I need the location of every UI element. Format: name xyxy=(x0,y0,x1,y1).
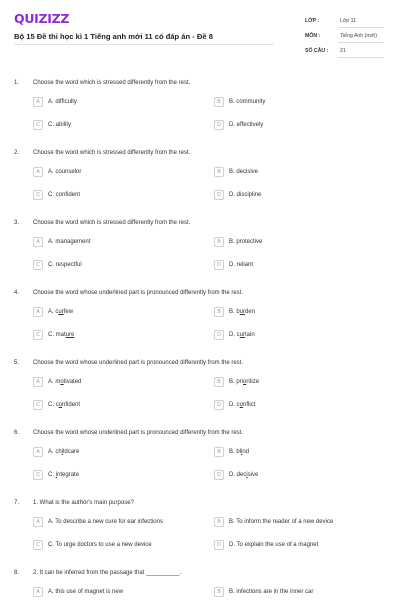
option-text-start: A. c xyxy=(48,309,59,315)
option-underlined-part: ur xyxy=(58,309,64,315)
answer-option[interactable] xyxy=(214,97,265,107)
option-text-end: nd xyxy=(242,449,250,455)
option-underlined-part: o xyxy=(243,379,247,385)
option-text-start: D. reliant xyxy=(229,262,254,268)
option-text-start: B. community xyxy=(229,99,266,105)
answer-option[interactable] xyxy=(33,540,152,550)
option-letter-box: A xyxy=(33,377,43,387)
option-text-end: few xyxy=(63,309,74,315)
option-letter-box: A xyxy=(33,517,43,527)
question-text: 1. What is the author's main purpose? xyxy=(33,500,134,506)
option-text xyxy=(48,542,152,548)
answer-option[interactable] xyxy=(214,470,258,480)
question-number: 5. xyxy=(14,360,20,366)
option-text-end: nfident xyxy=(62,402,81,408)
question-text: Choose the word which is stressed differently from the rest. xyxy=(33,150,191,156)
option-letter-box: A xyxy=(33,97,43,107)
option-text xyxy=(48,449,79,455)
option-text xyxy=(229,542,318,548)
option-letter-box: B xyxy=(214,517,224,527)
option-text-start: D. effectively xyxy=(229,122,264,128)
option-text-end: sive xyxy=(247,472,259,478)
option-text-end: nflict xyxy=(243,402,256,408)
option-text xyxy=(48,332,74,338)
answer-option[interactable] xyxy=(214,330,255,340)
answer-option[interactable] xyxy=(33,260,82,270)
answer-option[interactable] xyxy=(33,97,77,107)
option-text-end: ritize xyxy=(246,379,260,385)
subject-underline xyxy=(338,42,384,43)
option-underlined-part: i xyxy=(246,472,248,478)
option-letter-box: B xyxy=(214,447,224,457)
answer-option[interactable] xyxy=(214,447,249,457)
subject-label: MÔN : xyxy=(305,33,321,39)
option-text-start: C. c xyxy=(48,402,59,408)
option-letter-box: D xyxy=(214,190,224,200)
option-text-start: A. difficulty xyxy=(48,99,77,105)
option-letter-box: A xyxy=(33,587,43,597)
option-letter-box: B xyxy=(214,377,224,387)
option-text-end: ntegrate xyxy=(57,472,80,478)
option-underlined-part: o xyxy=(60,379,64,385)
option-letter-box: B xyxy=(214,587,224,597)
option-letter-box: D xyxy=(214,400,224,410)
option-text-start: C. confident xyxy=(48,192,81,198)
question-number: 1. xyxy=(14,80,20,86)
answer-option[interactable] xyxy=(33,190,80,200)
option-text xyxy=(229,589,313,595)
option-text xyxy=(229,472,258,478)
option-text-start: C. ability xyxy=(48,122,72,128)
question-text: Choose the word whose underlined part is pronounced differently from the rest. xyxy=(33,360,244,366)
option-text xyxy=(48,472,79,478)
option-text-end: den xyxy=(245,309,256,315)
option-text xyxy=(229,519,333,525)
question-number: 3. xyxy=(14,220,20,226)
option-text xyxy=(48,402,80,408)
option-text xyxy=(229,449,249,455)
question-text: Choose the word which is stressed differently from the rest. xyxy=(33,80,191,86)
option-text-start: C. mat xyxy=(48,332,66,338)
question-number: 4. xyxy=(14,290,20,296)
question-text: Choose the word which is stressed differently from the rest. xyxy=(33,220,191,226)
option-letter-box: A xyxy=(33,307,43,317)
answer-option[interactable] xyxy=(33,517,163,527)
option-text-start: C. xyxy=(48,472,56,478)
answer-option[interactable] xyxy=(214,167,258,177)
answer-option[interactable] xyxy=(214,400,255,410)
title-divider xyxy=(14,44,274,45)
option-text xyxy=(48,239,90,245)
option-text-start: C. To urge doctors to use a new device xyxy=(48,542,152,548)
question-number: 8. xyxy=(14,570,20,576)
option-text xyxy=(229,262,253,268)
option-text xyxy=(229,122,263,128)
option-letter-box: C xyxy=(33,400,43,410)
answer-option[interactable] xyxy=(33,470,79,480)
option-letter-box: D xyxy=(214,260,224,270)
option-letter-box: B xyxy=(214,167,224,177)
option-letter-box: C xyxy=(33,330,43,340)
option-text xyxy=(229,379,259,385)
option-text xyxy=(48,519,163,525)
option-text xyxy=(48,99,77,105)
option-letter-box: B xyxy=(214,237,224,247)
answer-option[interactable] xyxy=(33,447,79,457)
answer-option[interactable] xyxy=(33,307,73,317)
option-text xyxy=(48,122,71,128)
option-text xyxy=(48,169,81,175)
option-text xyxy=(48,192,80,198)
answer-option[interactable] xyxy=(214,260,253,270)
option-text-start: B. decisive xyxy=(229,169,259,175)
answer-option[interactable] xyxy=(214,190,261,200)
option-text-start: B. protective xyxy=(229,239,263,245)
option-text-start: A. this use of magnet is new xyxy=(48,589,124,595)
question-count-value: 21 xyxy=(340,48,346,54)
option-text xyxy=(229,239,262,245)
option-letter-box: D xyxy=(214,120,224,130)
question-count-label: SỐ CÂU : xyxy=(305,48,329,54)
answer-option[interactable] xyxy=(214,307,255,317)
option-text xyxy=(48,589,123,595)
answer-option[interactable] xyxy=(33,330,74,340)
option-letter-box: C xyxy=(33,120,43,130)
class-value: Lớp 11 xyxy=(340,18,356,24)
question-number: 7. xyxy=(14,500,20,506)
option-text xyxy=(229,192,261,198)
class-underline xyxy=(338,27,384,28)
option-letter-box: D xyxy=(214,330,224,340)
class-label: LỚP : xyxy=(305,18,320,24)
option-text-start: A. ch xyxy=(48,449,62,455)
question-text: Choose the word whose underlined part is pronounced differently from the rest. xyxy=(33,430,244,436)
question-text: 2. It can be inferred from the passage that __________. xyxy=(33,570,182,576)
option-text-start: D. c xyxy=(229,402,240,408)
option-text xyxy=(229,332,255,338)
option-underlined-part: o xyxy=(58,402,63,408)
answer-option[interactable] xyxy=(214,120,263,130)
answer-option[interactable] xyxy=(214,377,259,387)
option-letter-box: A xyxy=(33,447,43,457)
answer-option[interactable] xyxy=(33,167,81,177)
option-text-end: tivated xyxy=(63,379,82,385)
option-text xyxy=(48,309,73,315)
option-text-start: A. management xyxy=(48,239,91,245)
answer-option[interactable] xyxy=(33,237,90,247)
option-text-start: B. pri xyxy=(229,379,244,385)
option-letter-box: C xyxy=(33,470,43,480)
option-text-start: D. To explain the use of a magnet xyxy=(229,542,319,548)
option-text-start: C. respectful xyxy=(48,262,82,268)
option-letter-box: C xyxy=(33,540,43,550)
option-underlined-part: o xyxy=(239,402,244,408)
option-underlined-part: i xyxy=(55,472,58,478)
option-text-start: A. counselor xyxy=(48,169,82,175)
option-text-start: B. To inform the reader of a new device xyxy=(229,519,334,525)
option-text-start: A. To describe a new cure for ear infections xyxy=(48,519,163,525)
option-underlined-part: i xyxy=(61,449,64,455)
answer-option[interactable] xyxy=(33,120,71,130)
option-letter-box: B xyxy=(214,97,224,107)
option-text xyxy=(229,402,255,408)
option-text-start: D. dec xyxy=(229,472,247,478)
option-underlined-part: ur xyxy=(239,332,246,338)
option-letter-box: C xyxy=(33,190,43,200)
option-text xyxy=(229,309,255,315)
option-letter-box: D xyxy=(214,470,224,480)
option-letter-box: A xyxy=(33,237,43,247)
option-text xyxy=(229,169,258,175)
question-number: 2. xyxy=(14,150,20,156)
option-text-start: D. discipline xyxy=(229,192,262,198)
subject-value: Tiếng Anh (mới) xyxy=(340,33,377,39)
option-letter-box: B xyxy=(214,307,224,317)
count-underline xyxy=(338,57,384,58)
worksheet-header xyxy=(0,0,400,72)
answer-option[interactable] xyxy=(33,587,123,597)
answer-option[interactable] xyxy=(33,400,80,410)
option-text-start: B. b xyxy=(229,309,240,315)
answer-option[interactable] xyxy=(214,540,318,550)
answer-option[interactable] xyxy=(214,517,333,527)
question-number: 6. xyxy=(14,430,20,436)
option-text xyxy=(48,262,82,268)
option-letter-box: A xyxy=(33,167,43,177)
option-underlined-part: ur xyxy=(239,309,246,315)
option-text-start: A. m xyxy=(48,379,61,385)
option-text-start: B. infections are in the inner car xyxy=(229,589,314,595)
document-title: Bộ 15 Đề thi học kì 1 Tiếng anh mới 11 có đáp án - Đề 8 xyxy=(14,32,213,41)
option-text-end: ldcare xyxy=(63,449,80,455)
answer-option[interactable] xyxy=(214,237,262,247)
option-underlined-part: ure xyxy=(65,332,75,338)
question-text: Choose the word whose underlined part is pronounced differently from the rest. xyxy=(33,290,244,296)
option-text-end: tain xyxy=(245,332,255,338)
option-letter-box: C xyxy=(33,260,43,270)
option-text xyxy=(229,99,265,105)
answer-option[interactable] xyxy=(33,377,81,387)
quizizz-logo: QUIZIZZ xyxy=(14,11,70,26)
option-letter-box: D xyxy=(214,540,224,550)
option-underlined-part: i xyxy=(241,449,243,455)
option-text xyxy=(48,379,81,385)
answer-option[interactable] xyxy=(214,587,313,597)
option-text-start: D. c xyxy=(229,332,240,338)
option-text-start: B. bl xyxy=(229,449,242,455)
